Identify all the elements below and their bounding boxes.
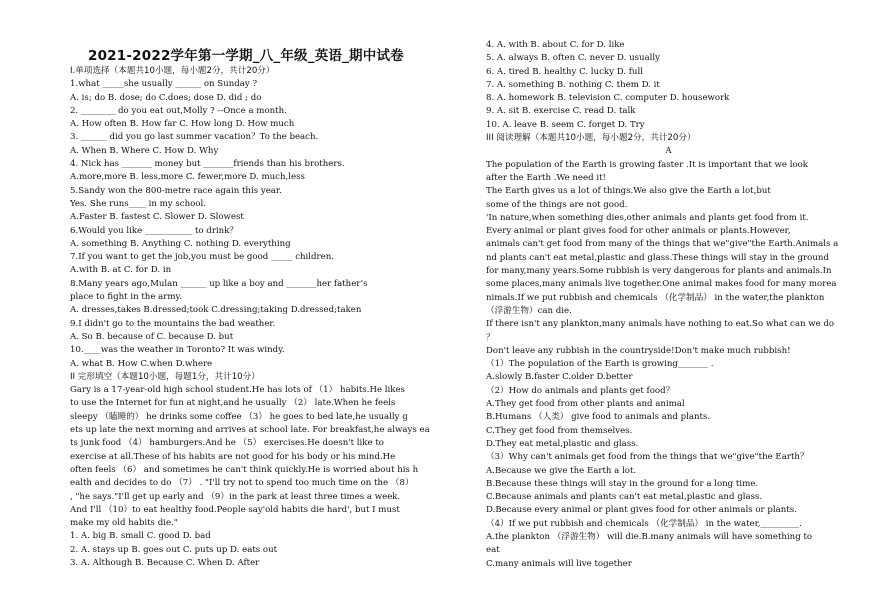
right-line: nd plants can't eat metal,plastic and glass.These things will stay in the ground <box>486 252 829 263</box>
right-line: A.the plankton （浮游生物） will die.B.many animals will have something to <box>486 531 813 542</box>
right-line: （1）The population of the Earth is growing_______ . <box>486 359 714 370</box>
right-line: （浮游生物）can die. <box>486 305 572 316</box>
right-line: A.They get food from other plants and animal <box>486 399 685 410</box>
right-line: Don't leave any rubbish in the countryside!Don't make much rubbish! <box>486 345 791 356</box>
left-line: 3. ______ did you go last summer vacation？To the beach. <box>70 132 319 143</box>
right-line: 10. A. leave B. seem C. forget D. Try <box>486 119 645 130</box>
left-line: to use the Internet for fun at night,and he usually （2） late.When he feels <box>70 398 396 409</box>
left-line: II 完形填空（本题10小题，每题1分，共计10分） <box>70 371 260 382</box>
right-line: B.Because these things will stay in the ground for a long time. <box>486 478 759 489</box>
right-line: 'In nature,when something dies,other animals and plants get food from it. <box>486 212 809 223</box>
right-line: 7. A. something B. nothing C. them D. it <box>486 79 660 90</box>
left-line: exercise at all.These of his habits are not good for his body or his mind.He <box>70 451 396 462</box>
right-line: A.Because we give the Earth a lot. <box>486 465 637 476</box>
exam-title: 2021-2022学年第一学期_八_年级_英语_期中试卷 <box>88 48 404 64</box>
right-line: some of the things are not good. <box>486 199 628 210</box>
right-column <box>486 39 851 571</box>
right-line: 6. A. tired B. healthy C. lucky D. full <box>486 66 643 77</box>
right-line: D.Because every animal or plant gives food for other animals or plants. <box>486 505 797 516</box>
right-line: some places,many animals live together.One animal makes food for many morea <box>486 279 837 290</box>
left-line: A.Faster B. fastest C. Slower D. Slowest <box>70 212 244 223</box>
left-line: 4. Nick has _______ money but _______friends than his brothers. <box>70 159 345 170</box>
left-line: A. So B. because of C. because D. but <box>70 331 234 342</box>
left-line: 10.____was the weather in Toronto? It was windy. <box>70 345 285 356</box>
right-line: animals can't get food from many of the things that we"give"the Earth.Animals a <box>486 239 839 250</box>
left-line: place to fight in the army. <box>70 292 182 303</box>
left-line: sleepy （瞌睡的） he drinks some coffee （3） he goes to bed late,he usually g <box>70 411 408 422</box>
left-line: 5.Sandy won the 800-metre race again this year. <box>70 185 282 196</box>
left-line: A. is; do B. dose; do C.does; dose D. did ; do <box>70 92 262 103</box>
left-line: make my old habits die." <box>70 518 178 529</box>
right-line: A.slowly B.faster C.older D.better <box>486 372 633 383</box>
right-line: 4. A. with B. about C. for D. like <box>486 40 625 50</box>
left-line: A.more,more B. less,more C. fewer,more D. much,less <box>70 172 305 183</box>
right-line: C.Because animals and plants can't eat metal,plastic and glass. <box>486 492 763 503</box>
right-line: C.They get food from themselves. <box>486 425 633 436</box>
left-line: A. dresses,takes B.dressed;took C.dressing;taking D.dressed;taken <box>70 305 362 316</box>
left-line: A.with B. at C. for D. in <box>70 265 172 276</box>
right-line: B.Humans （人类） give food to animals and plants. <box>486 412 711 423</box>
right-line: 9. A. sit B. exercise C. read D. talk <box>486 106 636 117</box>
right-line: 5. A. always B. often C. never D. usually <box>486 53 661 64</box>
right-line: The population of the Earth is growing faster .It is important that we look <box>486 159 809 170</box>
left-line: 9.I didn't go to the mountains the bad weather. <box>70 318 276 329</box>
left-line: 1.what _____she usually ______ on Sunday ? <box>70 79 258 90</box>
right-line: ？ <box>486 332 495 343</box>
right-line: The Earth gives us a lot of things.We also give the Earth a lot,but <box>486 186 771 197</box>
left-line: Yes. She runs____ in my school. <box>70 198 206 209</box>
right-line: after the Earth .We need it! <box>486 172 606 183</box>
right-line: （3）Why can't animals get food from the things that we"give"the Earth？ <box>486 452 809 463</box>
left-line: often feels （6） and sometimes he can't think quickly.He is worried about his h <box>70 464 419 475</box>
left-line: ealth and decides to do （7） . "I'll try not to spend too much time on the （8） <box>70 478 414 489</box>
left-line: 8.Many years ago,Mulan ______ up like a boy and _______her father’s <box>70 278 368 289</box>
left-line: A. what B. How C.when D.where <box>70 358 213 369</box>
right-line: Every animal or plant gives food for other animals or plants.However, <box>486 226 791 237</box>
left-line: 6.Would you like ___________ to drink？ <box>70 225 239 236</box>
left-column <box>70 65 435 570</box>
left-line: A. How often B. How far C. How long D. How much <box>70 119 295 130</box>
left-line: 3. A. Although B. Because C. When D. After <box>70 557 260 568</box>
right-line: （4）If we put rubbish and chemicals （化学制品） in the water,_________. <box>486 518 802 529</box>
left-line: Gary is a 17-year-old high school student.He has lots of （1） habits.He likes <box>70 385 405 396</box>
left-line: 2. A. stays up B. goes out C. puts up D. eats out <box>70 544 278 555</box>
right-line: D.They eat metal,plastic and glass. <box>486 438 639 449</box>
left-line: A. something B. Anything C. nothing D. everything <box>70 238 291 249</box>
left-line: A. When B. Where C. How D. Why <box>70 145 219 156</box>
right-line: for many,many years.Some rubbish is very dangerous for plants and animals.In <box>486 266 832 277</box>
left-line: And I'll （10）to eat healthy food.People say'old habits die hard', but I must <box>70 504 400 515</box>
right-line: 8. A. homework B. television C. computer D. housework <box>486 93 730 104</box>
left-line: ets up late the next morning and arrives at school late. For breakfast,he always ea <box>70 425 430 436</box>
right-line: A <box>665 146 672 157</box>
left-line: 1. A. big B. small C. good D. bad <box>70 531 211 542</box>
right-line: C.many animals will live together <box>486 558 632 569</box>
right-line: III 阅读理解（本题共10小题，每小题2分，共计20分） <box>486 133 696 144</box>
right-line: eat <box>486 545 500 556</box>
left-line: I.单项选择（本题共10小题，每小题2分，共计20分） <box>70 66 275 76</box>
left-line: ts junk food （4） hamburgers.And he （5） exercises.He doesn't like to <box>70 438 384 449</box>
right-line: nimals.If we put rubbish and chemicals （化学制品） in the water,the plankton <box>486 292 825 303</box>
left-line: 7.If you want to get the job,you must be good _____ children. <box>70 252 335 263</box>
right-line: （2）How do animals and plants get food？ <box>486 385 675 396</box>
right-line: If there isn't any plankton,many animals have nothing to eat.So what can we do <box>486 319 835 330</box>
left-line: 2. ________ do you eat out,Molly ? --Once a month. <box>70 105 287 116</box>
left-line: , "he says."I'll get up early and （9）in the park at least three times a week. <box>70 491 401 502</box>
